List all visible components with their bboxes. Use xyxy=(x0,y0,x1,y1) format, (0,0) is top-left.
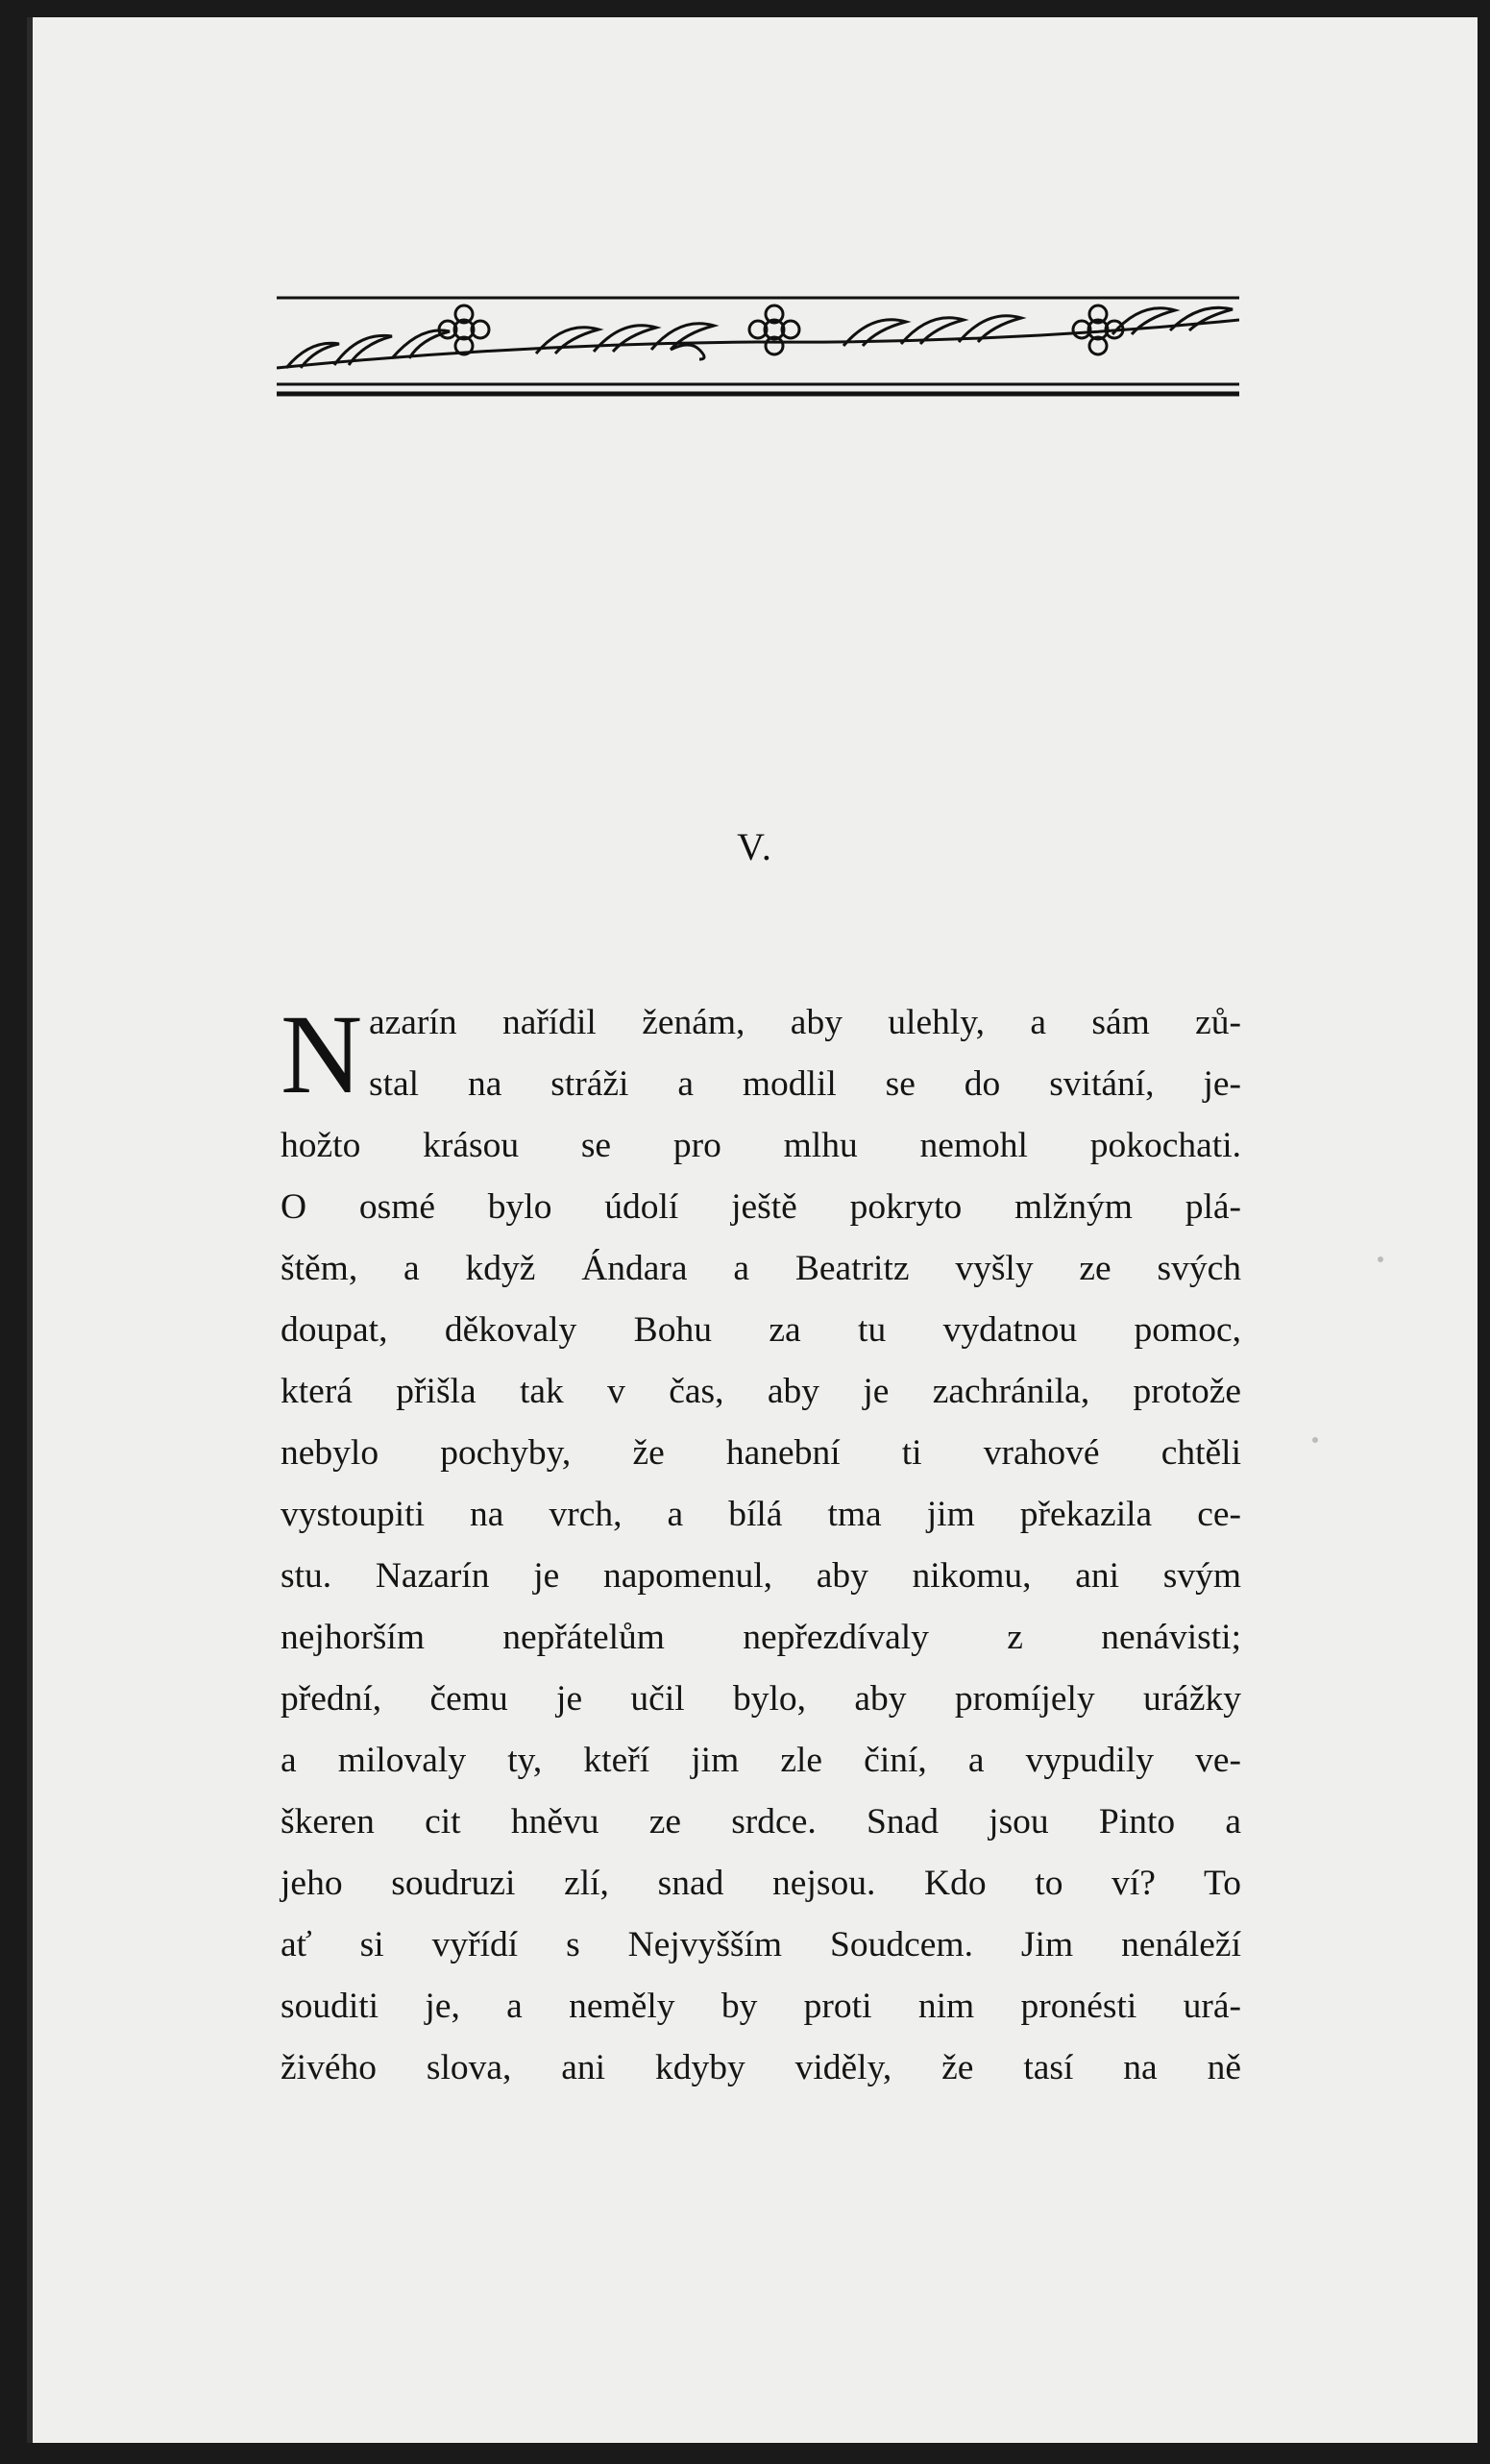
text-line: nejhorším nepřátelům nepřezdívaly z nenávisti; xyxy=(281,1618,1241,1657)
text-line: škeren cit hněvu ze srdce. Snad jsou Pinto a xyxy=(281,1802,1241,1842)
text-line: nebylo pochyby, že hanební ti vrahové chtěli xyxy=(281,1433,1241,1473)
text-line: O osmé bylo údolí ještě pokryto mlžným plá- xyxy=(281,1187,1241,1227)
drop-cap: N xyxy=(281,991,363,1117)
speck xyxy=(1312,1437,1318,1443)
text-line: doupat, děkovaly Bohu za tu vydatnou pomoc, xyxy=(281,1310,1241,1350)
text-line: vystoupiti na vrch, a bílá tma jim překazila ce- xyxy=(281,1495,1241,1534)
text-line: hožto krásou se pro mlhu nemohl pokochati. xyxy=(281,1126,1241,1165)
text-line: ať si vyřídí s Nejvyšším Soudcem. Jim nenáleží xyxy=(281,1925,1241,1964)
text-line: jeho soudruzi zlí, snad nejsou. Kdo to ví? To xyxy=(281,1864,1241,1903)
text-line: souditi je, a neměly by proti nim pronésti urá- xyxy=(281,1987,1241,2026)
text-line: přední, čemu je učil bylo, aby promíjely urážky xyxy=(281,1679,1241,1719)
book-page xyxy=(27,17,1478,2443)
body-text xyxy=(281,992,1241,2099)
floral-ornament-icon xyxy=(277,277,1239,411)
speck xyxy=(1378,1256,1383,1262)
chapter-heading: V. xyxy=(737,825,773,868)
text-line: stu. Nazarín je napomenul, aby nikomu, ani svým xyxy=(281,1556,1241,1596)
text-line: azarín nařídil ženám, aby ulehly, a sám zů- xyxy=(369,1003,1241,1042)
text-line: která přišla tak v čas, aby je zachránila, protože xyxy=(281,1372,1241,1411)
text-line: a milovaly ty, kteří jim zle činí, a vypudily ve- xyxy=(281,1741,1241,1780)
text-line: živého slova, ani kdyby viděly, že tasí na ně xyxy=(281,2048,1241,2087)
text-line: stal na stráži a modlil se do svitání, je- xyxy=(369,1064,1241,1104)
text-line: štěm, a když Ándara a Beatritz vyšly ze svých xyxy=(281,1249,1241,1288)
